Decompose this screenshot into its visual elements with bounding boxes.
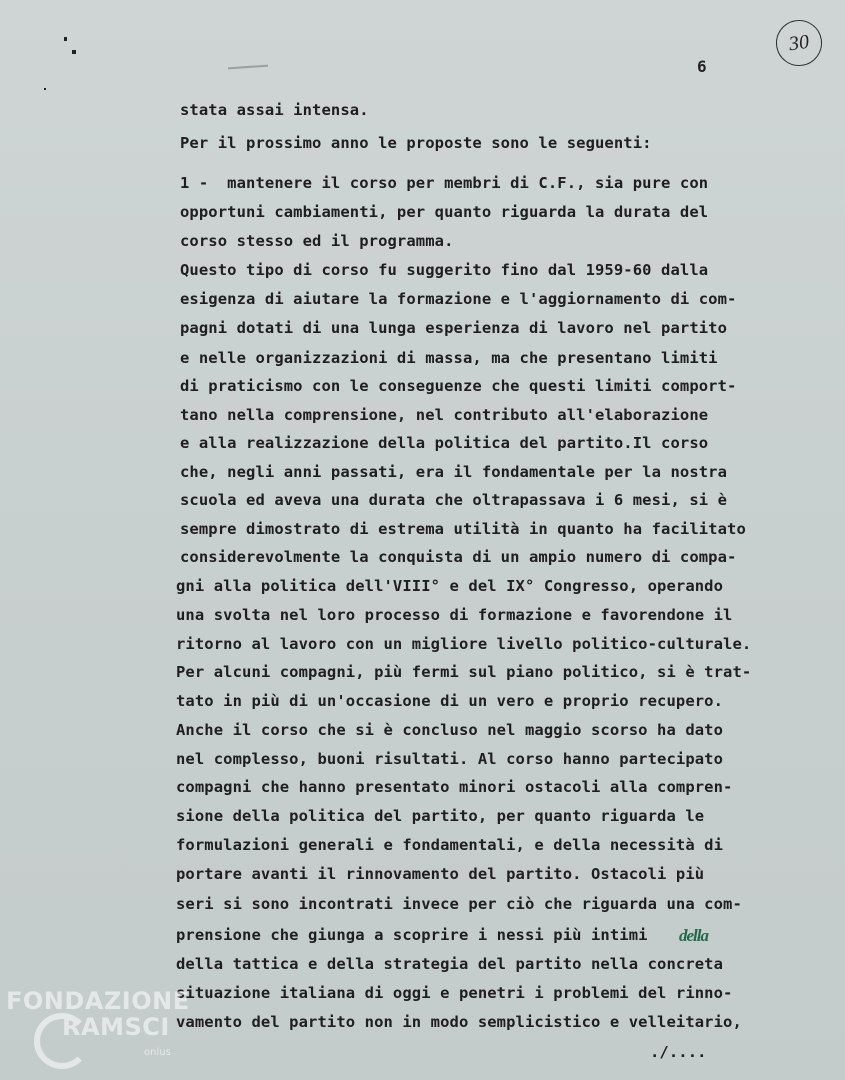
text-line: Anche il corso che si è concluso nel maggio scorso ha dato: [176, 721, 724, 739]
text-line: pagni dotati di una lunga esperienza di lavoro nel partito: [180, 319, 728, 337]
text-line: sempre dimostrato di estrema utilità in quanto ha facilitato: [180, 520, 746, 538]
handwritten-correction: della: [679, 926, 708, 945]
text-line: prensione che giunga a scoprire i nessi più intimi: [176, 926, 648, 944]
text-line: opportuni cambiamenti, per quanto riguarda la durata del: [180, 203, 709, 221]
fondazione-gramsci-watermark: [0, 987, 220, 1080]
text-line: ritorno al lavoro con un migliore livello politico-culturale.: [176, 635, 752, 653]
text-line: stata assai intensa.: [180, 101, 369, 119]
text-line: Questo tipo di corso fu suggerito fino dal 1959-60 dalla: [180, 261, 709, 279]
text-line: Per il prossimo anno le proposte sono le seguenti:: [180, 134, 652, 152]
text-line: Per alcuni compagni, più fermi sul piano politico, si è trat-: [176, 663, 752, 681]
continuation-mark: ./....: [650, 1043, 707, 1061]
watermark-tag: onlus: [144, 1047, 171, 1058]
text-line: una svolta nel loro processo di formazione e favorendone il: [176, 606, 733, 624]
text-line: e nelle organizzazioni di massa, ma che presentano limiti: [180, 349, 718, 367]
text-line: scuola ed aveva una durata che oltrapassava i 6 mesi, si è: [180, 491, 728, 509]
text-line: tato in più di un'occasione di un vero e proprio recupero.: [176, 692, 724, 710]
text-line: della tattica e della strategia del partito nella concreta: [176, 955, 724, 973]
text-line: portare avanti il rinnovamento del partito. Ostacoli più: [176, 865, 705, 883]
text-line: sione della politica del partito, per quanto riguarda le: [176, 807, 705, 825]
text-line: situazione italiana di oggi e penetri i problemi del rinno-: [176, 984, 733, 1002]
ink-mark: [64, 37, 67, 41]
archive-number-stamp: 30: [773, 17, 825, 69]
text-line: di praticismo con le conseguenze che questi limiti comport-: [180, 377, 737, 395]
text-line: corso stesso ed il programma.: [180, 232, 454, 250]
text-line: che, negli anni passati, era il fondamentale per la nostra: [180, 463, 728, 481]
text-line: nel complesso, buoni risultati. Al corso hanno partecipato: [176, 750, 724, 768]
text-line: seri si sono incontrati invece per ciò che riguarda una com-: [176, 895, 742, 913]
watermark-line-1: FONDAZIONE: [6, 987, 190, 1015]
pencil-dash: [228, 65, 268, 70]
ink-mark: [72, 50, 76, 54]
text-line: esigenza di aiutare la formazione e l'aggiornamento di com-: [180, 290, 737, 308]
text-line: considerevolmente la conquista di un ampio numero di compa-: [180, 548, 737, 566]
watermark-line-2: RAMSCI: [62, 1013, 170, 1041]
text-line: tano nella comprensione, nel contributo all'elaborazione: [180, 406, 709, 424]
text-line: 1 - mantenere il corso per membri di C.F., sia pure con: [180, 174, 709, 192]
ink-mark: [44, 88, 46, 90]
text-line: e alla realizzazione della politica del partito.Il corso: [180, 434, 709, 452]
text-line: gni alla politica dell'VIII° e del IX° Congresso, operando: [176, 577, 724, 595]
text-line: vamento del partito non in modo semplicistico e velleitario,: [176, 1013, 742, 1031]
text-line: compagni che hanno presentato minori ostacoli alla compren-: [176, 778, 733, 796]
text-line: formulazioni generali e fondamentali, e della necessità di: [176, 836, 724, 854]
page-number: 6: [697, 57, 707, 76]
